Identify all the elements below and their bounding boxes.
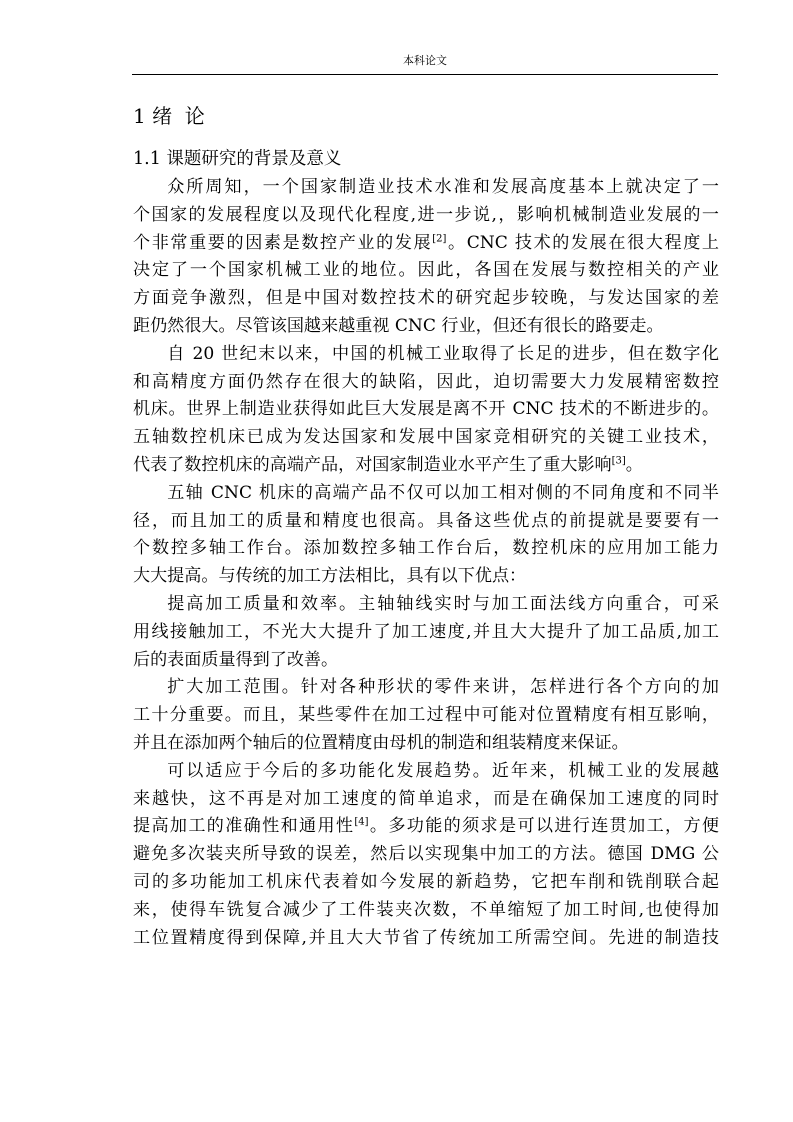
line-text: 大大提高。与传统的加工方法相比，具有以下优点： <box>133 566 527 587</box>
line-text: 扩大加工范围。针对各种形状的零件来讲，怎样进行各个方向的加 <box>167 677 719 698</box>
paragraph-line <box>133 396 719 424</box>
line-text: 司的多功能加工机床代表着如今发展的新趋势，它把车削和铣削联合起 <box>133 871 719 892</box>
paragraph-line <box>133 813 719 841</box>
paragraph-line <box>133 758 719 786</box>
paragraph-line <box>133 369 719 397</box>
line-text: 提高加工质量和效率。主轴轴线实时与加工面法线方向重合，可采 <box>167 593 719 614</box>
paragraph-line <box>133 674 719 702</box>
line-text-after: 。多功能的须求是可以进行连贯加工，方便 <box>368 816 719 837</box>
line-text: 机床。世界上制造业获得如此巨大发展是离不开 CNC 技术的不断进步的。 <box>133 399 719 420</box>
section-title: 1.1 课题研究的背景及意义 <box>133 149 342 169</box>
header-rule <box>132 74 718 75</box>
line-text: 个数控多轴工作台。添加数控多轴工作台后，数控机床的应用加工能力 <box>133 538 719 559</box>
paragraph-line <box>133 841 719 869</box>
line-text: 来，使得车铣复合减少了工件装夹次数，不单缩短了加工时间,也使得加 <box>133 899 719 920</box>
line-text-after: 。 <box>625 454 643 475</box>
paragraph-line <box>133 230 719 258</box>
paragraph-line <box>133 341 719 369</box>
line-text: 五轴 CNC 机床的高端产品不仅可以加工相对侧的不同角度和不同半 <box>167 482 719 503</box>
paragraph-line <box>133 730 719 758</box>
line-text: 用线接触加工，不光大大提升了加工速度,并且大大提升了加工品质,加工 <box>133 621 719 642</box>
citation-ref: [3] <box>611 455 626 467</box>
paragraph-line <box>133 647 719 675</box>
paragraph-line <box>133 257 719 285</box>
line-text: 径，而且加工的质量和精度也很高。具备这些优点的前提就是要要有一 <box>133 510 719 531</box>
paragraph-line <box>133 285 719 313</box>
chapter-title: 1 绪 论 <box>133 104 205 128</box>
paragraph-line <box>133 535 719 563</box>
line-text: 可以适应于今后的多功能化发展趋势。近年来，机械工业的发展越 <box>167 760 719 781</box>
running-header: 本科论文 <box>403 54 447 67</box>
paragraph-line <box>133 925 719 953</box>
line-text: 和高精度方面仍然存在很大的缺陷，因此，迫切需要大力发展精密数控 <box>133 371 719 392</box>
paragraph-line <box>133 424 719 452</box>
line-text: 避免多次装夹所导致的误差，然后以实现集中加工的方法。德国 DMG 公 <box>133 844 719 865</box>
line-text: 代表了数控机床的高端产品，对国家制造业水平产生了重大影响 <box>133 454 612 475</box>
line-text: 众所周知，一个国家制造业技术水准和发展高度基本上就决定了一 <box>167 177 719 197</box>
paragraph-line <box>133 452 719 480</box>
citation-ref: [2] <box>432 232 447 244</box>
line-text: 自 20 世纪末以来，中国的机械工业取得了长足的进步，但在数字化 <box>167 343 719 364</box>
line-text: 工位置精度得到保障,并且大大节省了传统加工所需空间。先进的制造技 <box>133 927 719 948</box>
paragraph-line <box>133 702 719 730</box>
paragraph-line <box>133 174 719 202</box>
paragraph-line <box>133 897 719 925</box>
line-text: 个国家的发展程度以及现代化程度,进一步说,，影响机械制造业发展的一 <box>133 204 719 225</box>
line-text: 提高加工的准确性和通用性 <box>133 816 355 837</box>
line-text: 决定了一个国家机械工业的地位。因此，各国在发展与数控相关的产业 <box>133 260 719 281</box>
paragraph-line <box>133 508 719 536</box>
paragraph-line <box>133 786 719 814</box>
line-text: 并且在添加两个轴后的位置精度由母机的制造和组装精度来保证。 <box>133 732 629 753</box>
line-text: 个非常重要的因素是数控产业的发展 <box>133 232 433 253</box>
citation-ref: [4] <box>354 816 369 828</box>
paragraph-line <box>133 591 719 619</box>
line-text: 来越快，这不再是对加工速度的简单追求，而是在确保加工速度的同时 <box>133 788 719 809</box>
line-text: 五轴数控机床已成为发达国家和发展中国家竞相研究的关键工业技术， <box>133 427 719 448</box>
paragraph-line <box>133 313 719 341</box>
paragraph-line <box>133 869 719 897</box>
line-text: 工十分重要。而且，某些零件在加工过程中可能对位置精度有相互影响， <box>133 705 719 726</box>
line-text: 后的表面质量得到了改善。 <box>133 649 339 670</box>
paragraph-line <box>133 619 719 647</box>
line-text-after: 。CNC 技术的发展在很大程度上 <box>446 232 719 253</box>
body-text <box>133 174 719 952</box>
line-text: 距仍然很大。尽管该国越来越重视 CNC 行业，但还有很长的路要走。 <box>133 315 664 336</box>
paragraph-line <box>133 563 719 591</box>
paragraph-line <box>133 480 719 508</box>
line-text: 方面竞争激烈，但是中国对数控技术的研究起步较晚，与发达国家的差 <box>133 288 719 309</box>
paragraph-line <box>133 202 719 230</box>
